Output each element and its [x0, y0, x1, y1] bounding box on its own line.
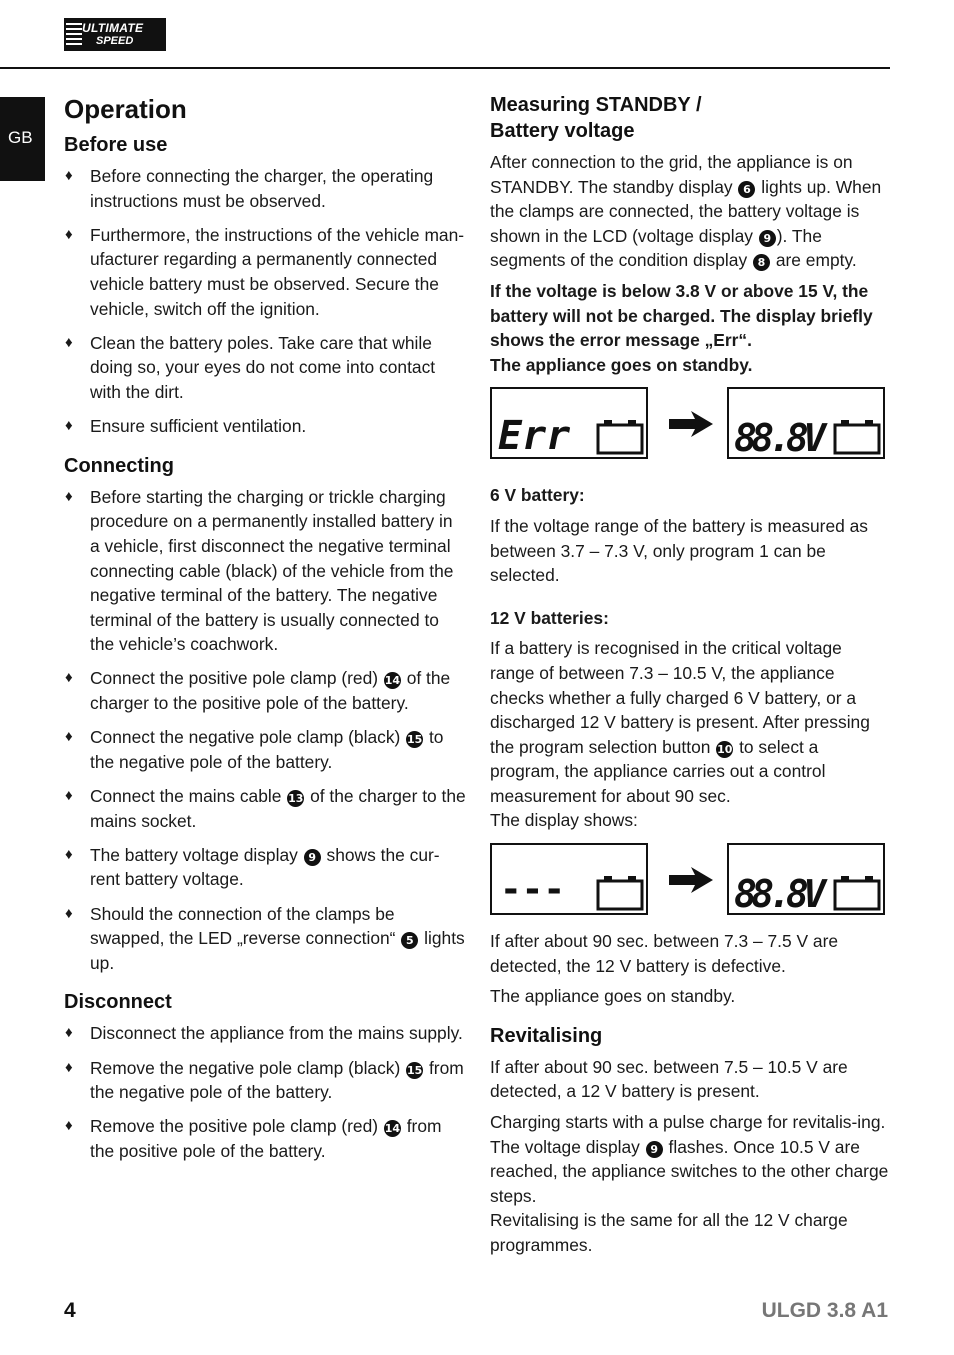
heading-12v: 12 V batteries:: [490, 607, 609, 628]
lcd-display-voltage: [727, 387, 885, 459]
connecting-list: [64, 485, 466, 976]
battery-icon: [598, 876, 642, 909]
text-run: If a battery is recognised in the critical voltage range of between 7.3 – 10.5 V, the appliance checks whether a fully charged 6 V battery, or a discharged 12 V battery is present. After pressing the program selection button: [490, 638, 870, 757]
ref-number-badge: 6: [738, 181, 755, 198]
ref-number-badge: 9: [646, 1141, 663, 1158]
battery-icon: [835, 876, 879, 909]
page-number: 4: [64, 1299, 76, 1322]
model-number: ULGD 3.8 A1: [761, 1299, 888, 1322]
item-text: from the positive pole of the battery.: [90, 1116, 442, 1161]
list-item: [64, 725, 466, 774]
arrow-right-icon: [667, 865, 715, 895]
list-item: ♦ Before starting the charging or trickle charging procedure on a permanently installed battery in a vehicle, first disconnect the negative terminal connecting cable (black) of the vehicle from the negative terminal of the battery. The negative terminal of the battery is usually connected to the vehicle’s coachwork.: [64, 485, 466, 657]
language-tab: [0, 97, 45, 181]
text-run: After connection to the grid, the appliance is on STANDBY. The standby display: [490, 152, 853, 197]
list-item: [64, 1056, 466, 1105]
twelve-v-text: [490, 636, 890, 808]
lcd-display-voltage: [727, 843, 885, 915]
lcd-text-voltage: 88.8V: [734, 872, 826, 914]
disconnect-list: [64, 1021, 466, 1163]
arrow-right-icon: [667, 409, 715, 439]
heading-disconnect: Disconnect: [64, 991, 172, 1014]
heading-line: Measuring STANDBY /: [490, 94, 702, 116]
list-item: ♦ Clean the battery poles. Take care that while doing so, your eyes do not come into contact with the dirt.: [64, 331, 466, 405]
battery-icon: [835, 420, 879, 453]
lcd-graphic: [492, 845, 646, 913]
heading-line: Battery voltage: [490, 120, 635, 142]
right-column: [490, 92, 890, 1258]
logo-text-speed: SPEED: [96, 35, 134, 47]
text-run: to select a program, the appliance carries out a control measurement for about 90 sec.: [490, 736, 826, 806]
brand-logo: [64, 18, 166, 51]
item-text: of the charger to the mains socket.: [90, 786, 466, 831]
ref-number-badge: 15: [406, 733, 423, 747]
text-run: flashes. Once 10.5 V are reached, the appliance switches to the other charge steps.: [490, 1136, 889, 1206]
ref-number-badge: 15: [406, 1063, 423, 1077]
standby-note: The appliance goes on standby.: [490, 354, 753, 375]
list-item: ♦ Ensure sufficient ventilation.: [64, 414, 466, 439]
revitalising-p3: Revitalising is the same for all the 12 V charge programmes.: [490, 1210, 848, 1255]
item-text: shows the cur-rent battery voltage.: [90, 844, 440, 890]
heading-before-use: Before use: [64, 134, 168, 156]
defective-text: If after about 90 sec. between 7.3 – 7.5 V are detected, the 12 V battery is defective.: [490, 931, 839, 976]
logo-text-ultimate: ULTIMATE: [82, 21, 144, 35]
heading-standby: [490, 92, 890, 144]
text-run: lights up. When the clamps are connected, the battery voltage is shown in the LCD (voltage display: [490, 176, 882, 246]
page-title: Operation: [64, 94, 187, 124]
ref-number-badge: 14: [384, 1122, 401, 1136]
header-rule: [0, 67, 890, 69]
list-item: [64, 902, 466, 976]
lcd-text-err: Err: [498, 413, 571, 458]
lcd-illustration-err: [490, 387, 890, 465]
ref-number-badge: 9: [304, 849, 321, 866]
list-item: [64, 666, 466, 715]
list-item: ♦ Furthermore, the instructions of the vehicle man-ufacturer regarding a permanently connected vehicle battery must be observed. Secure the vehicle, switch off the ignition.: [64, 223, 466, 321]
list-item: ♦ Before connecting the charger, the operating instructions must be observed.: [64, 164, 466, 213]
item-text: Connect the positive pole clamp (red): [90, 668, 383, 689]
standby-note-2: The appliance goes on standby.: [490, 986, 736, 1007]
item-text: The battery voltage display: [90, 844, 303, 865]
item-text: Connect the negative pole clamp (black): [90, 727, 406, 748]
before-use-list: [64, 164, 466, 439]
heading-revitalising: Revitalising: [490, 1024, 603, 1047]
standby-warning: If the voltage is below 3.8 V or above 15 V, the battery will not be charged. The display briefly shows the error message „Err“.: [490, 280, 873, 351]
item-text: Should the connection of the clamps be swapped, the LED „reverse connection“: [90, 903, 401, 949]
lcd-graphic: [492, 389, 646, 457]
ref-number-badge: 13: [288, 792, 304, 806]
lcd-graphic: [729, 845, 887, 913]
item-text: Remove the negative pole clamp (black): [90, 1057, 406, 1078]
lcd-text-dashes: ---: [500, 869, 566, 911]
battery-icon: [598, 420, 642, 453]
item-text: Remove the positive pole clamp (red): [90, 1116, 383, 1137]
ref-number-badge: 8: [753, 254, 770, 271]
list-item: ♦ Disconnect the appliance from the mains supply.: [64, 1021, 466, 1046]
revitalising-p2: [490, 1110, 890, 1208]
item-text: of the charger to the positive pole of the battery.: [90, 668, 451, 714]
display-shows-text: The display shows:: [490, 810, 638, 831]
left-column: [64, 92, 466, 1173]
language-label: GB: [8, 128, 33, 147]
lcd-illustration-dashes: [490, 843, 890, 921]
item-text: from the negative pole of the battery.: [90, 1057, 464, 1103]
standby-paragraph: [490, 150, 890, 273]
list-item: [64, 784, 466, 833]
logo-stripes: [66, 23, 82, 48]
item-text: Connect the mains cable: [90, 786, 287, 807]
text-run: Charging starts with a pulse charge for revitalis-ing. The voltage display: [490, 1112, 886, 1157]
heading-6v: 6 V battery:: [490, 485, 585, 506]
lcd-display-dashes: [490, 843, 648, 915]
ref-number-badge: 14: [384, 674, 401, 688]
lcd-graphic: [729, 389, 887, 457]
ref-number-badge: 5: [401, 932, 418, 949]
ref-number-badge: 10: [717, 742, 733, 756]
item-text: lights up.: [90, 928, 465, 973]
revitalising-p1: If after about 90 sec. between 7.5 – 10.5 V are detected, a 12 V battery is present.: [490, 1056, 848, 1102]
lcd-display-err: [490, 387, 648, 459]
lcd-text-voltage: 88.8V: [734, 416, 826, 458]
item-text: to the negative pole of the battery.: [90, 727, 444, 772]
text-run: ). The segments of the condition display: [490, 225, 822, 271]
list-item: [64, 843, 466, 892]
list-item: [64, 1114, 466, 1163]
six-v-text: If the voltage range of the battery is measured as between 3.7 – 7.3 V, only program 1 can be selected.: [490, 515, 868, 586]
heading-connecting: Connecting: [64, 454, 174, 477]
ref-number-badge: 9: [759, 230, 776, 247]
text-run: are empty.: [770, 250, 857, 271]
